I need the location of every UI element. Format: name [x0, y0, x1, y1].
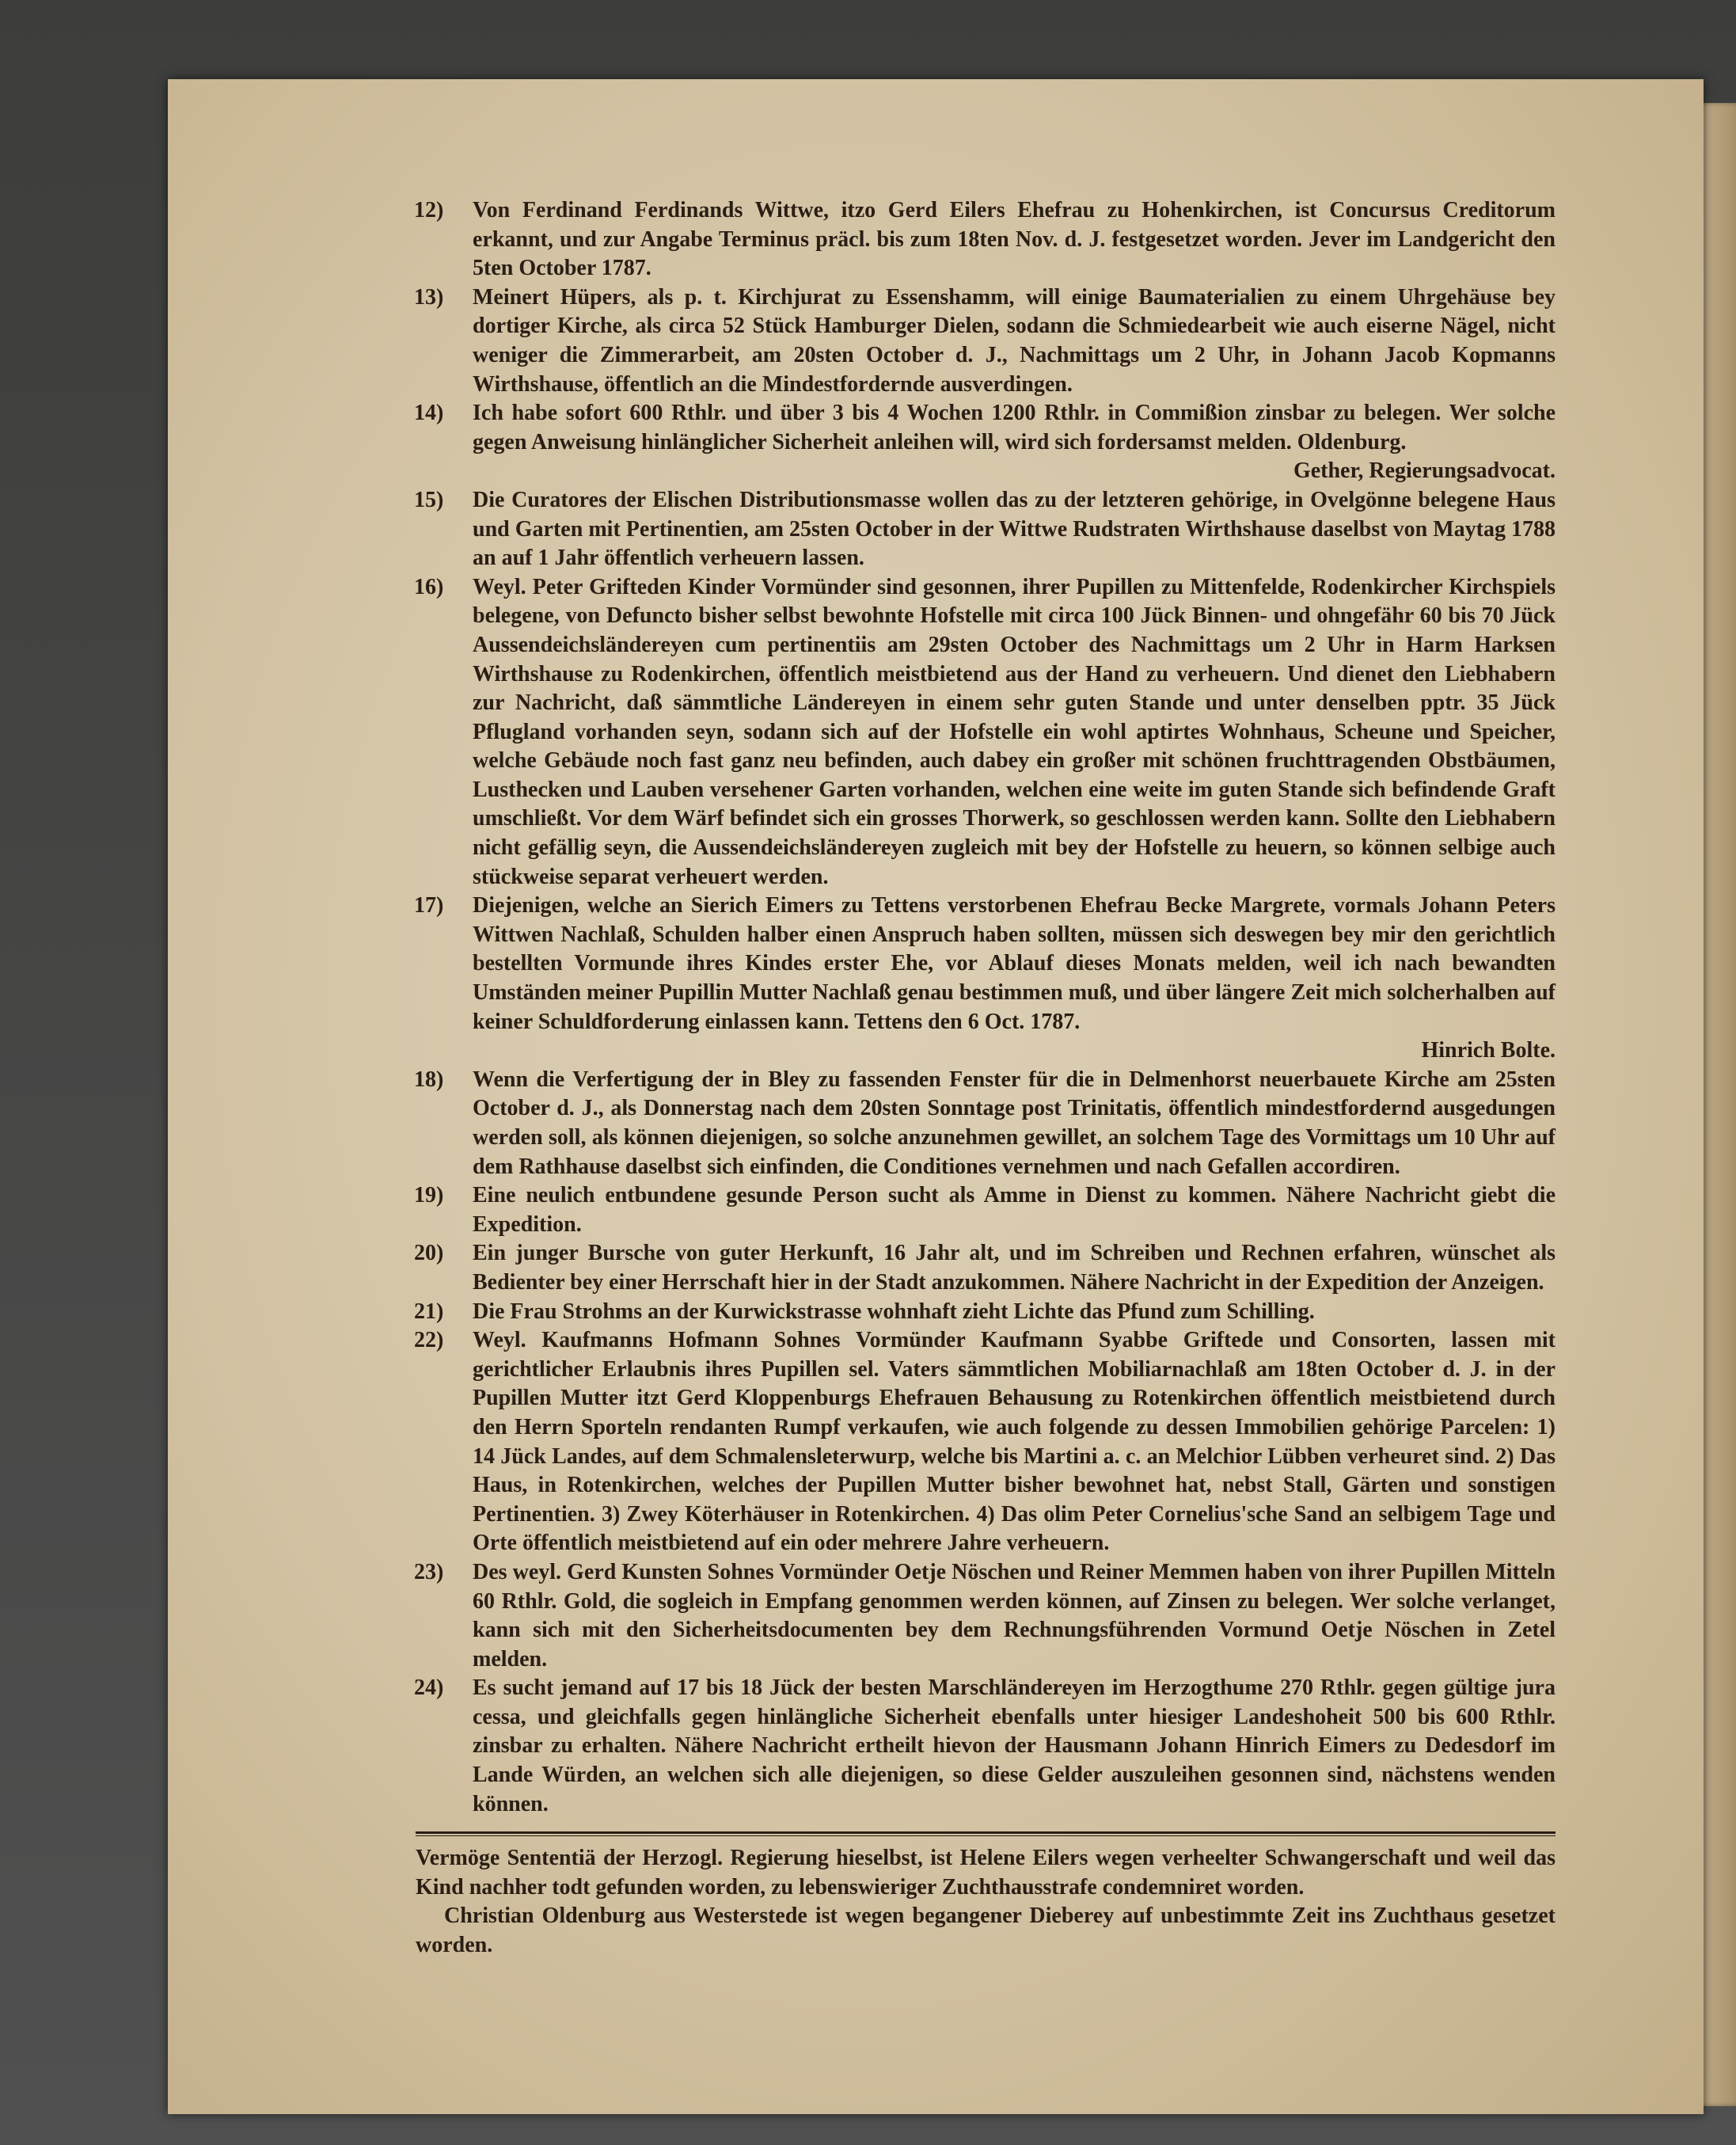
entry-number: 13) [414, 284, 444, 310]
entry-text: Weyl. Kaufmanns Hofmann Sohnes Vormünder Kaufmann Syabbe Griftede und Consorten, lassen mit gerichtlicher Erlaubnis ihres Pupillen sel. Vaters sämmtlichen Mobiliarnachlaß am 18ten October d. J. in der Pupillen Mutter itzt Gerd Kloppenburgs Ehefrauen Behausung zu Rotenkirchen öffentlich meistbietend durch den Herrn Sporteln rendanten Rumpf verkaufen, wie auch folgende zu dessen Immobilien gehörige Parcelen: 1) 14 Jück Landes, auf dem Schmalensleterwurp, welche bis Martini a. c. an Melchior Lübben verheuret sind. 2) Das Haus, in Rotenkirchen, welches der Pupillen Mutter bisher bewohnet hat, nebst Stall, Gärten und sonstigen Pertinentien. 3) Zwey Köterhäuser in Rotenkirchen. 4) Das olim Peter Cornelius'sche Sand an selbigem Tage und Orte öffentlich meistbietend auf ein oder mehrere Jahre verheuern. [473, 1328, 1556, 1556]
divider-rule [416, 1831, 1556, 1834]
entry-text: Des weyl. Gerd Kunsten Sohnes Vormünder Oetje Nöschen und Reiner Memmen haben von ihrer Pupillen Mitteln 60 Rthlr. Gold, die sogleich in Empfang genommen werden können, auf Zinsen zu belegen. Wer solche verlanget, kann sich mit den Sicherheitsdocumenten bey dem Rechnungsführenden Vormund Oetje Nöschen in Zetel melden. [473, 1559, 1556, 1672]
announcement-entry [416, 1674, 1556, 1819]
entry-number: 22) [414, 1328, 444, 1353]
entry-text: Von Ferdinand Ferdinands Wittwe, itzo Gerd Eilers Ehefrau zu Hohenkirchen, ist Concursus Creditorum erkannt, und zur Angabe Terminus präcl. bis zum 18ten Nov. d. J. festgesetzet worden. Jever im Landgericht den 5ten October 1787. [473, 198, 1556, 281]
entry-signature: Gether, Regierungsadvocat. [1293, 458, 1556, 484]
entry-text: Es sucht jemand auf 17 bis 18 Jück der besten Marschländereyen im Herzogthume 270 Rthlr. gegen gültige jura cessa, und gleichfalls gegen hinlängliche Sicherheit ebenfalls unter hiesiger Landeshoheit 500 bis 600 Rthlr. zinsbar zu erhalten. Nähere Nachricht ertheilt hievon der Hausmann Johann Hinrich Eimers zu Dedesdorf im Lande Würden, an welchen sich alle diejenigen, so diese Gelder auszuleihen gesonnen sind, nächstens wenden können. [473, 1675, 1556, 1816]
announcement-entry [416, 892, 1556, 1066]
entry-signature: Hinrich Bolte. [1421, 1038, 1556, 1063]
announcement-entry [416, 486, 1556, 573]
announcement-entry [416, 1298, 1556, 1327]
entry-number: 21) [414, 1299, 444, 1324]
entry-text: Ein junger Bursche von guter Herkunft, 16 Jahr alt, und im Schreiben und Rechnen erfahren, wünschet als Bedienter bey einer Herrschaft hier in der Stadt anzukommen. Nähere Nachricht in der Expedition der Anzeigen. [473, 1241, 1556, 1295]
announcement-entry [416, 1181, 1556, 1239]
entry-text: Die Curatores der Elischen Distributionsmasse wollen das zu der letzteren gehörige, in Ovelgönne belegene Haus und Garten mit Pertinentien, am 25sten October in der Wittwe Rudstraten Wirthshause daselbst von Maytag 1788 an auf 1 Jahr öffentlich verheuern lassen. [473, 487, 1556, 571]
announcement-entry [416, 399, 1556, 486]
entry-text: Meinert Hüpers, als p. t. Kirchjurat zu Essenshamm, will einige Baumaterialien zu einem Uhrgehäuse bey dortiger Kirche, als circa 52 Stück Hamburger Dielen, sodann die Schmiedearbeit wie auch eiserne Nägel, nicht weniger die Zimmerarbeit, am 20sten October d. J., Nachmittags um 2 Uhr, in Johann Jacob Kopmanns Wirthshause, öffentlich an die Mindestfordernde ausverdingen. [473, 284, 1556, 397]
entry-list [416, 196, 1556, 1819]
entry-number: 20) [414, 1241, 444, 1266]
entry-number: 15) [414, 487, 444, 512]
page-content [416, 196, 1556, 1961]
entry-text: Ich habe sofort 600 Rthlr. und über 3 bis 4 Wochen 1200 Rthlr. in Commißion zinsbar zu belegen. Wer solche gegen Anweisung hinlänglicher Sicherheit anleihen will, wird sich fordersamst melden. Oldenburg. [473, 401, 1556, 454]
announcement-entry [416, 1558, 1556, 1674]
entry-number: 23) [414, 1559, 444, 1584]
entry-text: Diejenigen, welche an Sierich Eimers zu Tettens verstorbenen Ehefrau Becke Margrete, vormals Johann Peters Wittwen Nachlaß, Schulden halber einen Anspruch haben sollten, müssen sich deswegen bey mir den gerichtlich bestellten Vormunde ihres Kindes erster Ehe, vor Ablauf dieses Monats melden, weil ich nach bewandten Umständen meiner Pupillin Mutter Nachlaß genau bestimmen muß, und über längere Zeit mich solcherhalben auf keiner Schuldforderung einlassen kann. Tettens den 6 Oct. 1787. [473, 893, 1556, 1034]
announcement-entry [416, 1239, 1556, 1297]
divider-rule-thin [416, 1835, 1556, 1836]
entry-text: Die Frau Strohms an der Kurwickstrasse wohnhaft zieht Lichte das Pfund zum Schilling. [473, 1299, 1315, 1324]
announcement-entry [416, 1326, 1556, 1558]
notice-paragraph: Vermöge Sententiä der Herzogl. Regierung hieselbst, ist Helene Eilers wegen verheelter Schwangerschaft und weil das Kind nachher todt gefunden worden, zu lebenswieriger Zuchthausstrafe condemniret worden. [416, 1846, 1556, 1900]
section-divider [416, 1830, 1556, 1836]
announcement-entry [416, 196, 1556, 283]
entry-number: 14) [414, 401, 444, 426]
entry-number: 18) [414, 1067, 444, 1092]
announcement-entry [416, 1066, 1556, 1181]
announcement-entry [416, 573, 1556, 892]
entry-number: 12) [414, 198, 444, 222]
entry-number: 19) [414, 1183, 444, 1208]
entry-number: 24) [414, 1675, 444, 1701]
entry-text: Eine neulich entbundene gesunde Person sucht als Amme in Dienst zu kommen. Nähere Nachricht giebt die Expedition. [473, 1183, 1556, 1237]
entry-text: Weyl. Peter Grifteden Kinder Vormünder sind gesonnen, ihrer Pupillen zu Mittenfelde, Rodenkircher Kirchspiels belegene, von Defuncto bisher selbst bewohnte Hofstelle mit circa 100 Jück Binnen- und ohngefähr 60 bis 70 Jück Aussendeichsländereyen cum pertinentiis am 29sten October des Nachmittags um 2 Uhr in Harm Harksen Wirthshause zu Rodenkirchen, öffentlich meistbietend aus der Hand zu verheuern. Und dienet den Liebhabern zur Nachricht, daß sämmtliche Ländereyen in einem sehr guten Stande und unter denselben pptr. 35 Jück Pflugland vorhanden seyn, sodann sich auf der Hofstelle ein wohl aptirtes Wohnhaus, Scheune und Speicher, welche Gebäude noch fast ganz neu befinden, auch dabey ein großer mit schönen fruchttragenden Obstbäumen, Lusthecken und Lauben versehener Garten vorhanden, welchen eine weite im guten Stande sich befindende Graft umschließt. Vor dem Wärf befindet sich ein grosses Thorwerk, so geschlossen werden kann. Sollte den Liebhabern nicht gefällig seyn, die Aussendeichsländereyen zugleich mit bey der Hofstelle zu heuern, so können selbige auch stückweise separat verheuert werden. [473, 574, 1556, 889]
entry-number: 16) [414, 574, 444, 599]
announcement-entry [416, 283, 1556, 399]
entry-number: 17) [414, 893, 444, 918]
entry-text: Wenn die Verfertigung der in Bley zu fassenden Fenster für die in Delmenhorst neuerbauete Kirche am 25sten October d. J., als Donnerstag nach dem 20sten Sonntage post Trinitatis, öffentlich mindestfordernd ausgedungen werden soll, als können diejenigen, so solche anzunehmen gewillet, an solchem Tage des Vormittags um 10 Uhr auf dem Rathhause daselbst sich einfinden, die Conditiones vernehmen und nach Gefallen accordiren. [473, 1067, 1556, 1179]
notice-paragraph: Christian Oldenburg aus Westerstede ist wegen begangener Dieberey auf unbestimmte Zeit ins Zuchthaus gesetzet worden. [416, 1903, 1556, 1958]
